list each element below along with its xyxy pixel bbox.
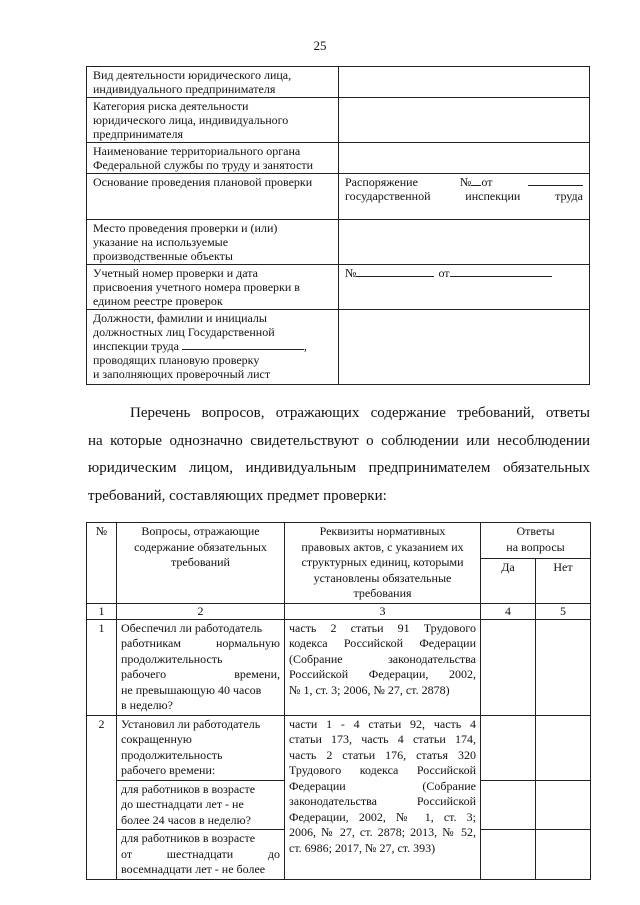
- inspection-info-table: [86, 66, 590, 385]
- info-row-registry: [87, 265, 590, 310]
- info-row-basis: [87, 174, 590, 220]
- info-label: Учетный номер проверки и дата присвоения учетного номера проверки в едином реестре проверок: [87, 265, 339, 310]
- info-label: Вид деятельности юридического лица, индивидуального предпринимателя: [87, 67, 339, 98]
- info-label: Должности, фамилии и инициалы должностных лиц Государственной инспекции труда , проводящих плановую проверку и заполняющих проверочный лист: [87, 310, 339, 385]
- table-row: [87, 619, 591, 715]
- info-label: Категория риска деятельности юридического лица, индивидуального предпринимателя: [87, 98, 339, 143]
- answer-no-cell[interactable]: [536, 715, 591, 879]
- col-number: 1: [87, 603, 117, 619]
- page-number: 25: [313, 38, 327, 53]
- info-value: [339, 67, 590, 98]
- col-number: 2: [117, 603, 285, 619]
- table-header-row: [87, 523, 591, 559]
- question-main: Установил ли работодатель сокращенную продолжительность рабочего времени:: [117, 716, 284, 781]
- intro-paragraph: Перечень вопросов, отражающих содержание требований, ответы на которые однозначно свидетельствуют о соблюдении или несоблюдении юридическим лицом, индивидуальным предпринимателем обязательных требований, составляющих предмет проверки:: [88, 405, 590, 504]
- answer-no-cell[interactable]: [536, 619, 591, 715]
- col-number: 4: [481, 603, 536, 619]
- info-value-order: Распоряжение № от государственной инспекции труда: [339, 174, 590, 220]
- info-row-place: [87, 220, 590, 265]
- info-value: [339, 143, 590, 174]
- header-yes: Да: [481, 559, 536, 604]
- info-label: Место проведения проверки и (или) указание на используемые производственные объекты: [87, 220, 339, 265]
- info-row-officials: [87, 310, 590, 385]
- question-sub-under-16: для работников в возрасте до шестнадцати лет - не более 24 часов в неделю?: [117, 781, 284, 831]
- info-value-registry: № от: [339, 265, 590, 310]
- header-requisites: Реквизиты нормативных правовых актов, с указанием их структурных единиц, которыми установлены обязательные требования: [285, 523, 481, 604]
- header-no: Нет: [536, 559, 591, 604]
- info-value: [339, 220, 590, 265]
- header-question: Вопросы, отражающие содержание обязательных требований: [117, 523, 285, 604]
- row-number: 2: [87, 715, 117, 879]
- question-cell: Обеспечил ли работодатель работникам нормальную продолжительность рабочего времени, не превышающую 40 часов в неделю?: [117, 619, 285, 715]
- answer-yes-cell[interactable]: [481, 619, 536, 715]
- info-label: Наименование территориального органа Федеральной службы по труду и занятости: [87, 143, 339, 174]
- info-value: [339, 310, 590, 385]
- answer-yes-cell[interactable]: [481, 715, 536, 879]
- header-answers: Ответы на вопросы: [481, 523, 591, 559]
- col-number: 5: [536, 603, 591, 619]
- question-cell: [117, 715, 285, 879]
- requisites-cell: части 1 - 4 статьи 92, часть 4 статьи 173, часть 4 статьи 174, часть 2 статьи 176, статья 320 Трудового кодекса Российской Федерации (Собрание законодательства Российской Федерации, 2002, № 1, ст. 3; 2006, № 27, ст. 2878; 2013, № 52, ст. 6986; 2017, № 27, ст. 393): [285, 715, 481, 879]
- question-sub-16-18: для работников в возрасте от шестнадцати до восемнадцати лет - не более: [121, 831, 280, 876]
- questions-table: [86, 522, 591, 880]
- row-number: 1: [87, 619, 117, 715]
- info-row-territorial-body: [87, 143, 590, 174]
- info-value: [339, 98, 590, 143]
- column-number-row: [87, 603, 591, 619]
- info-label: Основание проведения плановой проверки: [87, 174, 339, 220]
- header-num: №: [87, 523, 117, 604]
- info-row-activity: [87, 67, 590, 98]
- table-row: [87, 715, 591, 879]
- requisites-cell: часть 2 статьи 91 Трудового кодекса Российской Федерации (Собрание законодательства Российской Федерации, 2002, № 1, ст. 3; 2006, № 27, ст. 2878): [285, 619, 481, 715]
- col-number: 3: [285, 603, 481, 619]
- info-row-risk: [87, 98, 590, 143]
